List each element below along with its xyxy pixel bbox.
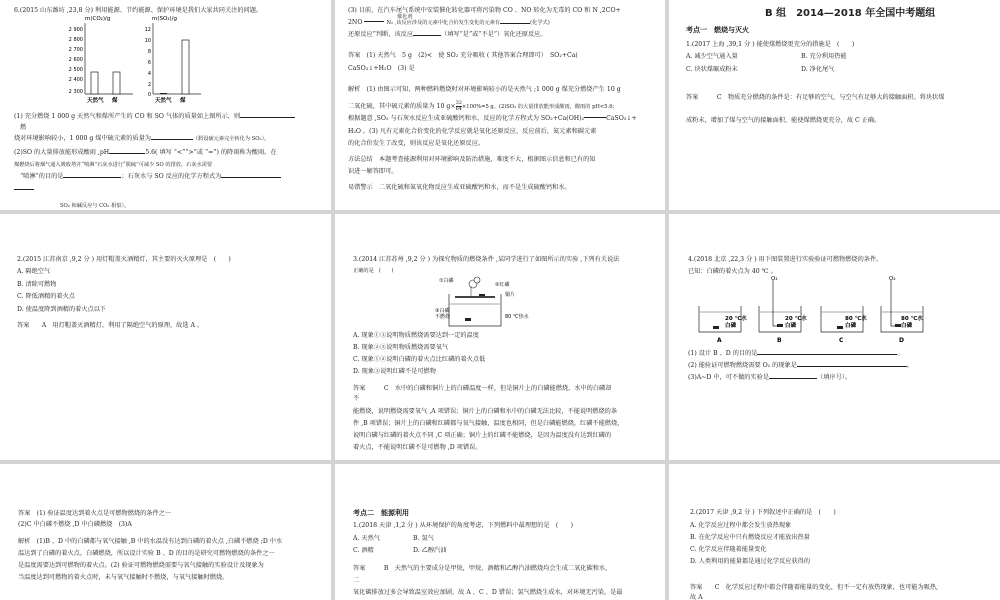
label-hot-water: 80 ℃热水 (505, 314, 529, 320)
option-c: C. 降低酒精的着火点 (17, 293, 75, 300)
page-7 (0, 464, 331, 600)
question: 2.(2015 江苏南京 ,9,2 分 ) 用灯帽盖灭酒精灯，其主要的灭火原理是 ( ) (17, 256, 231, 263)
section-heading: 考点一 燃烧与灭火 (686, 26, 749, 34)
option-b: B. 在化学反应中只有燃烧反应才能放出热量 (690, 534, 810, 541)
label-oxygen-d: O₂ (889, 276, 896, 282)
answer: 答案 C 水中的白磷和铜片上的白磷温度一样，但是铜片上的白磷能燃烧，水中的白磷却 (353, 385, 612, 392)
answer-3: 氧化碳排放过多会导致温室效应加剧，故 A 、C 、D 错误；氢气燃烧生成水，对环境无污染，是最 (353, 589, 623, 596)
q1-line: (1) 充分燃烧 1 000 g 天然气和煤所产生的 CO 和 SO 气体的质量如上图所示，则 (14, 113, 295, 121)
answer: 答案 A 用灯帽盖灭酒精灯，利用了隔绝空气的原理，故选 A 。 (17, 322, 204, 329)
answer-line: 答案 (1) 天然气 5 g (2)< 使 SO₂ 充分吸收 ( 其他答案合理即可） SO₂+Ca( (348, 52, 578, 59)
label-red-phosphorus: ②红磷 (495, 282, 510, 288)
answer-2: (2)C 中白磷不燃烧 ,D 中白磷燃烧 (3)A (18, 521, 132, 528)
label-a-water: 20 ℃水 (725, 316, 747, 322)
explain-3: 是温度需要达到可燃物的着火点。(2) 验证可燃物燃烧需要与氧气接触的实验设计及现象为 (18, 562, 264, 569)
question-2: 已知：白磷的着火点为 40 ℃ 。 (688, 268, 777, 275)
answer: 答案 C 物质充分燃烧的条件是：有足够的空气，与空气有足够大的接触面积。将块状煤 (686, 94, 945, 101)
section-heading: 考点二 能源利用 (353, 509, 409, 517)
q2-note: SO₂ 和碱反应与 CO₂ 相似）。 (60, 203, 130, 209)
answer-line-2: CaSO₃↓+H₂O (3) 是 (348, 65, 415, 72)
page-6 (669, 214, 1000, 460)
option-c: C. 化学反应伴随着能量变化 (690, 546, 767, 553)
label-d-water: 80 ℃水 (901, 316, 923, 322)
option-b: B. 现象②③说明物质燃烧需要氧气 (353, 344, 449, 351)
catalyst-label: 催化剂 (397, 14, 413, 20)
tick-label: 2 500 (68, 67, 83, 73)
experiment-apparatus-diagram (689, 276, 929, 344)
copper-plate (455, 296, 495, 298)
tick-label: 2 900 (68, 27, 83, 33)
label-not-burning: 不燃烧 (435, 314, 451, 320)
option-a: A. 现象①③说明物质燃烧需要达到一定的温度 (353, 332, 479, 339)
option-a: A. 天然气 (353, 535, 380, 542)
combustion-experiment-diagram (435, 274, 565, 330)
page-5 (335, 214, 665, 460)
option-a: A. 化学反应过程中都会发生放热现象 (690, 522, 792, 529)
tick-label: 12 (144, 27, 151, 33)
q1-line-2: 燃 (20, 124, 27, 131)
label-white-phosphorus-3: ③白磷 (435, 308, 450, 314)
option-d: D. 使温度降到酒精的着火点以下 (17, 306, 107, 313)
label-c-water: 80 ℃水 (845, 316, 867, 322)
label-oxygen-b: O₂ (771, 276, 778, 282)
explain-line-4: H₂O 。(3) 凡有元素化合价变化的化学反应就是氧化还原反应，反应前后，氮元素和碳元素 (348, 128, 597, 135)
answer: 答案 C 化学反应过程中都会伴随着能量的变化，但不一定有放热现象，也可能为吸热, (690, 584, 939, 591)
bar-so2-natural-gas (160, 93, 167, 94)
option-d: D. 现象③说明红磷不是可燃物 (353, 368, 436, 375)
q2-line-2: 煤燃烧后将烟气通入吸收塔并“喷淋”石灰水进行“脱硫”可减少 SO 的排放，石灰水需要 (14, 162, 213, 168)
question: 1.(2018 天津 ,1,2 分 ) 从环境保护的角度考虑，下列燃料中最理想的是 ( ) (353, 522, 574, 529)
question: 3.(2014 江苏苏州 ,9,2 分 ) 为探究物质的燃烧条件 ,某同学进行了如图所示的实验 ,下列有关说法 (353, 256, 620, 263)
label-white-phosphorus: 白磷 (725, 323, 737, 329)
question: 4.(2018 北京 ,22,3 分 ) 用下图装置进行实验验证可燃物燃烧的条件。 (688, 256, 883, 263)
option-b: B. 充分利用热能 (801, 53, 847, 60)
answer-6: 着火点，不能说明红磷不是可燃物 ,D 项错误。 (353, 444, 482, 451)
option-a: A. 隔绝空气 (17, 268, 51, 275)
option-c: C. 现象①②说明白磷的着火点比红磷的着火点低 (353, 356, 486, 363)
answer: 答案 B 天然气的主要成分是甲烷，甲烷、酒精和乙醇汽油燃烧均会生成二氧化碳和水， (353, 565, 612, 572)
option-d: D. 净化尾气 (801, 66, 835, 73)
tick-label: 2 700 (68, 47, 83, 53)
page-2 (335, 0, 665, 210)
ylabel-co2: m(CO₂)/g (85, 16, 111, 22)
category-label: 煤 (112, 98, 118, 104)
tick-label: 2 600 (68, 57, 83, 63)
page-9 (669, 464, 1000, 600)
explain: 解析 (1)B 、D 中的白磷都与氧气接触 ,B 中的水温没有达到白磷的着火点 ,白磷不燃烧 ;D 中水 (18, 538, 283, 545)
explain-4: 当温度达到可燃物的着火点时，未与氧气接触时不燃烧，与氧气接触时燃烧。 (18, 574, 229, 581)
option-d: D. 乙醇汽油 (413, 547, 447, 554)
label-C: C (839, 337, 844, 344)
tick-label: 2 800 (68, 37, 83, 43)
page-1 (0, 0, 331, 210)
label-white-phosphorus: 白磷 (845, 323, 857, 329)
option-b: B. 清除可燃物 (17, 281, 57, 288)
category-label: 天然气 (87, 98, 104, 104)
page-3 (669, 0, 1000, 210)
label-A: A (717, 337, 722, 344)
method-summary-2: 识进一解答即可。 (348, 168, 398, 175)
answer: 答案 (1) 验证温度达到着火点是可燃物燃烧的条件之一 (18, 510, 172, 517)
error-warning: 易错警示 二氧化硫和氮氧化物反应生成亚硫酸钙和水，而不是生成硫酸钙和水。 (348, 184, 571, 191)
option-d: D. 人类利用的能量都是通过化学反应获得的 (690, 558, 811, 565)
tick-label: 8 (147, 49, 151, 55)
tick-label: 2 400 (68, 77, 83, 83)
explain-line-2: 二氧化硫，其中硫元素的质量为 10 g× $\frac{32}{64}$ ×100%=5 g。(2)SO₂ 的大量排放能形成酸雨，酸雨的 pH<5.6; (348, 100, 615, 112)
option-b: B. 氢气 (413, 535, 434, 542)
answer-2: 二 (353, 577, 360, 584)
question: 2.(2017 天津 ,9,2 分 ) 下列叙述中正确的是 ( ) (690, 509, 836, 516)
blank-line (14, 189, 34, 190)
tick-label: 4 (147, 71, 151, 77)
question-2: 正确的是 ( ) (353, 268, 394, 274)
subq-1: (1) 设计 B 、D 的目的是 。 (688, 350, 904, 357)
explain-2: 温达到了白磷的着火点，白磷燃烧，所以设计实验 B 、D 的目的是研究可燃物燃烧的条件之一 (18, 550, 275, 557)
option-a: A. 减少空气通入量 (686, 53, 738, 60)
method-summary: 方法总结 本题考查能源利用对环境影响及防治措施，难度不大，根据图示信息和已有的知 (348, 156, 596, 163)
q3-line-3: 还原反应”判断，该反应 （填写“是”或“不是”）氧化还原反应。 (348, 31, 547, 38)
answer-2: 不 (353, 395, 360, 402)
explain-line-5: 的化合价发生了改变，则该反应是氧化还原反应。 (348, 140, 485, 147)
answer-5: 说明白磷与红磷的着火点不同 ,C 项正确；铜片上的红磷不能燃烧，是因为温度没有达到红磷的 (353, 432, 612, 439)
question: 1.(2017 上海 ,39,1 分 ) 能使煤燃烧更充分的措施是 ( ) (686, 41, 855, 48)
bar-so2-coal (182, 40, 189, 94)
answer-2: 成粉末，增加了煤与空气的接触面积，能使煤燃烧更充分，故 C 正确。 (686, 117, 881, 124)
label-white-phosphorus: 白磷 (785, 323, 797, 329)
group-title: B 组 2014—2018 年全国中考题组 (765, 8, 936, 19)
explain-line-3: 根据题意 ,SO₂ 与石灰水反应生成亚硫酸钙和水，反应的化学方程式为 SO₂+Ca(OH)₂ CaSO₃↓+ (348, 115, 637, 122)
beaker (449, 294, 501, 326)
page-4 (0, 214, 331, 460)
subq-3: (3)A~D 中，可不做的实验是 （填序号）。 (688, 374, 852, 381)
subq-2: (2) 能验证可燃物燃烧需要 O₂ 的现象是 。 (688, 362, 914, 369)
explain-line: 解析 (1) 由图示可知，两种燃料燃烧时对环境影响较小的是天然气 ;1 000 g 煤充分燃烧产生 10 g (348, 86, 621, 93)
page-8 (335, 464, 665, 600)
q3-line-2: 2NO N₂ ,该反应涉及的元素中化合价发生变化的元素有 (化学式) (348, 19, 550, 26)
label-b-water: 20 ℃水 (785, 316, 807, 322)
tick-label: 10 (144, 38, 151, 44)
label-white-phosphorus: 白磷 (901, 323, 913, 329)
question-intro: 6.(2015 山东潍坊 ,23,8 分) 利用能源、节约能源、保护环境是我们大家共同关注的问题。 (14, 7, 263, 14)
emission-bar-charts (55, 14, 205, 106)
ylabel-so2: m(SO₂)/g (152, 16, 178, 22)
answer-3: 能燃烧，说明燃烧需要氧气 ,A 项错误；铜片上的白磷和水中的白磷无法比较，不能说明燃烧的条 (353, 408, 618, 415)
q3-line: (3) 目前，在汽车尾气系统中安装催化转化器可将污染物 CO 、NO 转化为无毒的 CO 和 N ,2CO+ (348, 7, 621, 14)
category-label: 煤 (180, 98, 186, 104)
category-label: 天然气 (155, 98, 172, 104)
tick-label: 0 (147, 92, 151, 98)
q2-line: (2)SO 的大量排放能形成酸雨 ,pH 5.6( 填写 “<”“>”或 “=”) 的降雨称为酸雨。在 (14, 149, 277, 156)
label-white-phosphorus-1: ①白磷 (439, 278, 454, 284)
answer-4: 件 ,B 项错误；铜片上的白磷和红磷都与氧气接触，温度也相同，但是白磷能燃烧，红磷不能燃烧， (353, 420, 624, 427)
q2-line-3: “喷淋”的目的是 ；石灰水与 SO 反应的化学方程式为 (20, 173, 281, 181)
bar-co2-natural-gas (91, 72, 98, 94)
tick-label: 6 (147, 60, 151, 66)
option-c: C. 块状煤碾成粉末 (686, 66, 738, 73)
label-copper: 铜片 (505, 292, 516, 298)
bar-co2-coal (113, 72, 120, 94)
tick-label: 2 (147, 82, 151, 88)
answer-2: 故 A (690, 594, 703, 600)
q1-line-3: 烧对环境影响较小，1 000 g 煤中硫元素的质量为 （假设硫元素完全转化为 SO₂）。 (14, 135, 270, 142)
label-D: D (899, 337, 904, 344)
tick-label: 2 300 (68, 89, 83, 95)
label-B: B (777, 337, 782, 344)
option-c: C. 酒精 (353, 547, 374, 554)
